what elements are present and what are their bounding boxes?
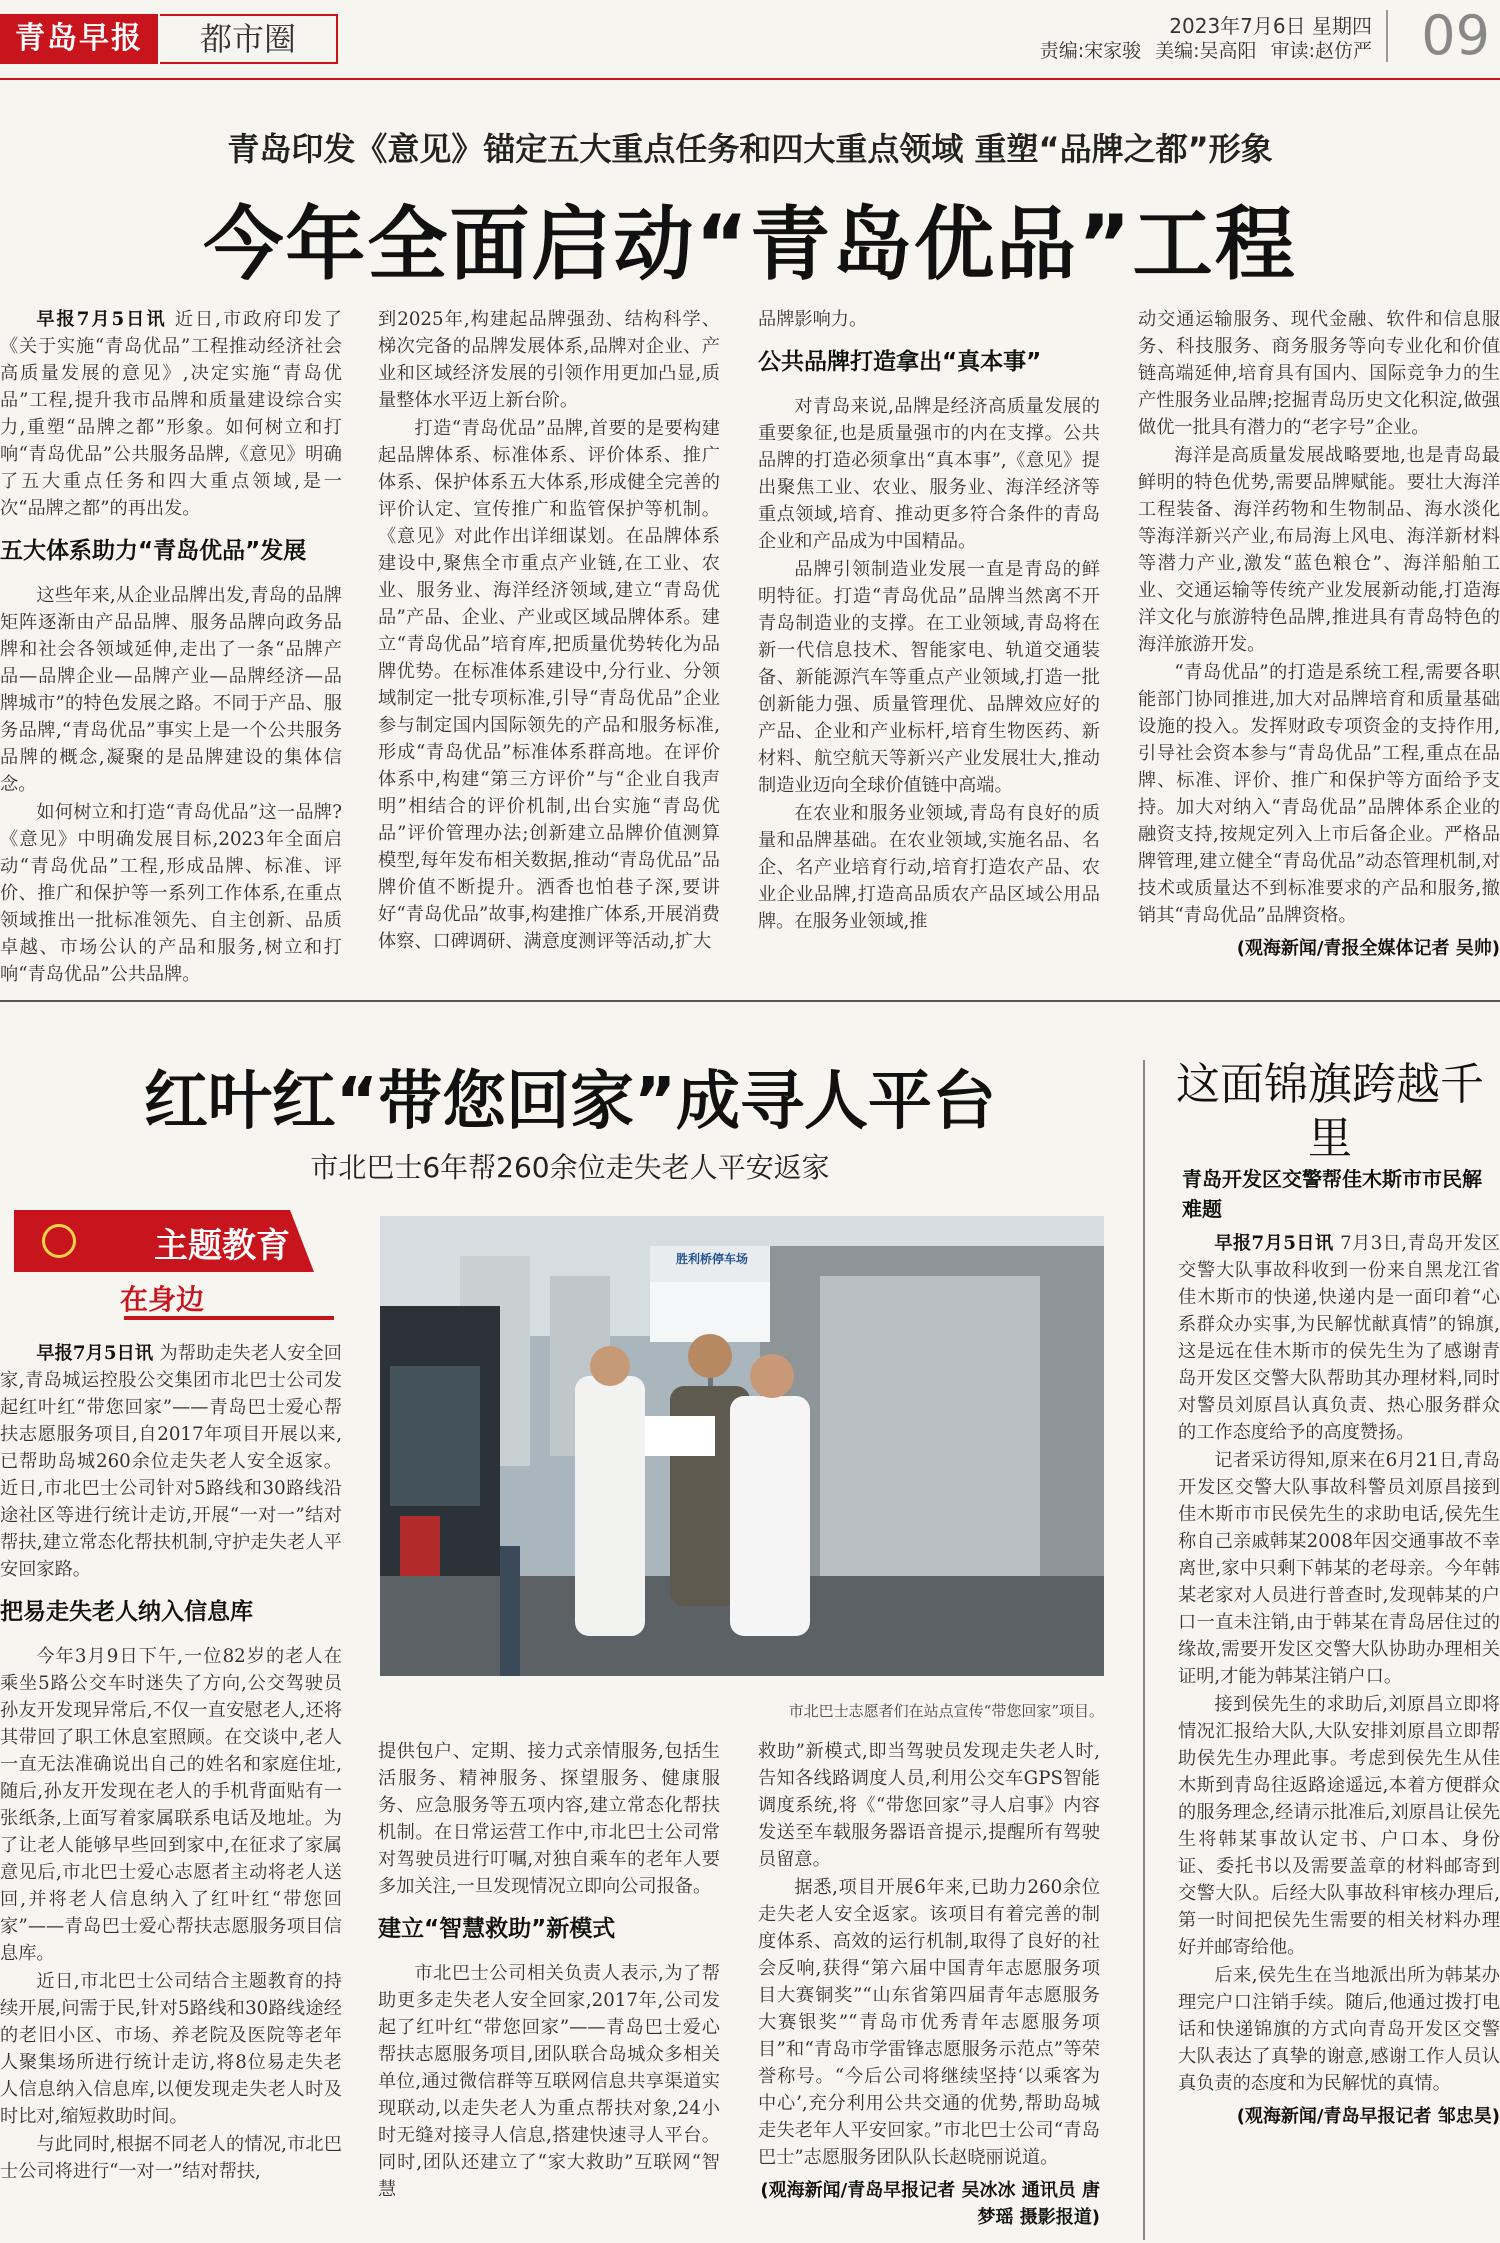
dateline: 早报7月5日讯 (1214, 1233, 1341, 1254)
article1-column-1 (0, 306, 342, 982)
byline: (观海新闻/青岛早报记者 吴冰冰 通讯员 唐梦瑶 摄影报道) (760, 2180, 1100, 2228)
paragraph-text: “青岛优品”的打造是系统工程,需要各职能部门协同推进,加大对品牌培育和质量基础设施的投入。发挥财政专项资金的支持作用,引导社会资本参与“青岛优品”工程,重点在品牌、标准、评价、推广和保护等方面给予支持。加大对纳入“青岛优品”品牌体系企业的融资支持,按规定列入上市后备企业。严格品牌管理,建立健全“青岛优品”动态管理机制,对技术或质量达不到标准要求的产品和服务,撤销其“青岛优品”品牌资格。 (1138, 662, 1500, 926)
article2-title: 红叶红“带您回家”成寻人平台 (143, 1065, 997, 1139)
banner-label: 主题教育 (154, 1226, 290, 1266)
paragraph-text: 今年3月9日下午,一位82岁的老人在乘坐5路公交车时迷失了方向,公交驾驶员孙友开发现异常后,不仅一直安慰老人,还将其带回了职工休息室照顾。在交谈中,老人一直无法准确说出自己的姓名和家庭住址,随后,孙友开发现在老人的手机背面贴有一张纸条,上面写着家属联系电话及地址。为了让老人能够早些回到家中,在征求了家属意见后,市北巴士爱心志愿者主动将老人送回,并将老人信息纳入了红叶红“带您回家”——青岛巴士爱心帮扶志愿服务项目信息库。 (0, 1646, 342, 1964)
article2-column-1 (0, 1340, 342, 2243)
paragraph-text: 在农业和服务业领域,青岛有良好的质量和品牌基础。在农业领域,实施名品、名企、名产业培育行动,培育打造农产品、农业企业品牌,打造高品质农产品区域公用品牌。在服务业领域,推 (758, 803, 1100, 932)
credit-designer: 美编:吴高阳 (1155, 40, 1257, 62)
paragraph-text: 提供包户、定期、接力式亲情服务,包括生活服务、精神服务、探望服务、健康服务、应急服务等五项内容,建立常态化帮扶机制。在日常运营工作中,市北巴士公司常对驾驶员进行叮嘱,对独自乘车的老年人要多加关注,一旦发现情况立即向公司报备。 (378, 1741, 720, 1897)
article1-column-2 (378, 306, 720, 982)
paragraph-text: 如何树立和打造“青岛优品”这一品牌?《意见》中明确发展目标,2023年全面启动“青岛优品”工程,形成品牌、标准、评价、推广和保护等一系列工作体系,在重点领域推出一批标准领先、自主创新、品质卓越、市场公认的产品和服务,树立和打响“青岛优品”公共品牌。 (0, 802, 342, 982)
paragraph (1138, 659, 1500, 929)
paragraph (378, 415, 720, 955)
article3-column (1178, 1230, 1500, 2243)
paragraph-text: 这些年来,从企业品牌出发,青岛的品牌矩阵逐渐由产品品牌、服务品牌向政务品牌和社会各领域延伸,走出了一条“品牌产品—品牌企业—品牌产业—品牌经济—品牌城市”的特色发展之路。不同于产品、服务品牌,“青岛优品”事实上是一个公共服务品牌的概念,凝聚的是品牌建设的集体信念。 (0, 585, 342, 795)
paragraph (0, 2131, 342, 2185)
paragraph-text: 后来,侯先生在当地派出所为韩某办理完户口注销手续。随后,他通过拨打电话和快递锦旗的方式向青岛开发区交警大队表达了真挚的谢意,感谢工作人员认真负责的态度和为民解忧的真情。 (1178, 1965, 1500, 2094)
section-name: 都市圈 (160, 14, 338, 64)
article1-column-4 (1138, 306, 1500, 982)
article2-subtitle: 市北巴士6年帮260余位走失老人平安返家 (310, 1151, 830, 1184)
bus-stop-sign: 胜利桥停车场 (675, 1252, 748, 1266)
theme-education-banner (14, 1210, 344, 1328)
newspaper-logo: 青岛早报 (0, 14, 158, 64)
article1-column-3 (758, 306, 1100, 982)
masthead (0, 0, 1500, 80)
column-rule (1143, 1060, 1145, 2240)
paragraph-text: 对青岛来说,品牌是经济高质量发展的重要象征,也是质量强市的内在支撑。公共品牌的打造必须拿出“真本事”,《意见》提出聚焦工业、农业、服务业、海洋经济等重点领域,培育、推动更多符合条件的青岛企业和产品成为中国精品。 (758, 396, 1100, 552)
byline: (观海新闻/青报全媒体记者 吴帅) (1236, 938, 1500, 959)
paragraph-text: 到2025年,构建起品牌强劲、结构科学、梯次完备的品牌发展体系,品牌对企业、产业和区域经济发展的引领作用更加凸显,质量整体水平迈上新台阶。 (378, 309, 720, 411)
photo-caption: 市北巴士志愿者们在站点宣传“带您回家”项目。 (788, 1702, 1104, 1720)
paragraph (0, 306, 342, 522)
section-heading: 五大体系助力“青岛优品”发展 (0, 538, 307, 564)
paragraph (0, 1643, 342, 1967)
paragraph-text: 据悉,项目开展6年来,已助力260余位走失老人安全返家。该项目有着完善的制度体系、高效的运行机制,取得了良好的社会反响,获得“第六届中国青年志愿服务项目大赛铜奖”“山东省第四届青年志愿服务大赛银奖”“青岛市优秀青年志愿服务项目”和“青岛市学雷锋志愿服务示范点”等荣誉称号。“今后公司将继续坚持‘以乘客为中心’,充分利用公共交通的优势,帮助岛城走失老年人平安回家。”市北巴士公司“青岛巴士”志愿服务团队队长赵晓丽说道。 (758, 1877, 1100, 2168)
article3-subtitle: 青岛开发区交警帮佳木斯市市民解难题 (1182, 1167, 1482, 1221)
paragraph-text: 市北巴士公司相关负责人表示,为了帮助更多走失老人安全回家,2017年,公司发起了红叶红“带您回家”——青岛巴士爱心帮扶志愿服务项目,团队联合岛城众多相关单位,通过微信群等互联网信息共享渠道实现联动,以走失老人为重点帮扶对象,24小时无缝对接寻人信息,搭建快速寻人平台。同时,团队还建立了“家大救助”互联网“智慧 (378, 1963, 720, 2200)
dateline: 早报7月5日讯 (36, 309, 175, 330)
section-heading: 把易走失老人纳入信息库 (0, 1599, 253, 1625)
issue-date: 2023年7月6日 星期四 (1169, 14, 1372, 38)
paragraph (378, 1738, 720, 1900)
paragraph (758, 1738, 1100, 1873)
news-photo (380, 1216, 1104, 1676)
article1-subtitle: 青岛印发《意见》锚定五大重点任务和四大重点领域 重塑“品牌之都”形象 (227, 130, 1273, 168)
article1-title: 今年全面启动“青岛优品”工程 (203, 198, 1297, 291)
paragraph (0, 1968, 342, 2130)
paragraph (758, 1874, 1100, 2171)
paragraph-text: 为帮助走失老人安全回家,青岛城运控股公交集团市北巴士公司发起红叶红“带您回家”——青岛巴士爱心帮扶志愿服务项目,自2017年项目开展以来,已帮助岛城260余位走失老人安全返家。近日,市北巴士公司针对5路线和30路线沿途社区等进行统计走访,开展“一对一”结对帮扶,建立常态化帮扶机制,守护走失老人平安回家路。 (0, 1343, 342, 1580)
paragraph-text: 7月3日,青岛开发区交警大队事故科收到一份来自黑龙江省佳木斯市的快递,快递内是一面印着“心系群众办实事,为民解忧献真情”的锦旗,这是远在佳木斯市的侯先生为了感谢青岛开发区交警大队帮助其办理材料,同时对警员刘原昌认真负责、热心服务群众的工作态度给予的高度赞扬。 (1178, 1233, 1500, 1443)
paragraph-text: 海洋是高质量发展战略要地,也是青岛最鲜明的特色优势,需要品牌赋能。要壮大海洋工程装备、海洋药物和生物制品、海水淡化等海洋新兴产业,布局海上风电、海洋新材料等潜力产业,激发“蓝色粮仓”、海洋船舶工业、交通运输等传统产业发展新动能,打造海洋文化与旅游特色品牌,推进具有青岛特色的海洋旅游开发。 (1138, 445, 1500, 655)
credit-editor: 责编:宋家骏 (1039, 40, 1142, 62)
paragraph (758, 393, 1100, 555)
paragraph (0, 1340, 342, 1583)
banner-sublabel: 在身边 (120, 1283, 205, 1316)
paragraph-text: 记者采访得知,原来在6月21日,青岛开发区交警大队事故科警员刘原昌接到佳木斯市市民侯先生的求助电话,侯先生称自己亲戚韩某2008年因交通事故不幸离世,家中只剩下韩某的老母亲。今年韩某老家对人员进行普查时,发现韩某的户口一直未注销,由于韩某在青岛居住过的缘故,需要开发区交警大队协助办理相关证明,才能为韩某注销户口。 (1178, 1450, 1500, 1687)
paragraph-text: 近日,市北巴士公司结合主题教育的持续开展,问需于民,针对5路线和30路线途经的老旧小区、市场、养老院及医院等老年人聚集场所进行统计走访,将8位易走失老人信息纳入信息库,以便发现走失老人时及时比对,缩短救助时间。 (0, 1971, 342, 2127)
article2-column-3 (758, 1738, 1100, 2243)
paragraph (758, 306, 1100, 333)
paragraph (1178, 1447, 1500, 1690)
paragraph (758, 556, 1100, 799)
paragraph (378, 1960, 720, 2203)
paragraph-text: 与此同时,根据不同老人的情况,市北巴士公司将进行“一对一”结对帮扶, (0, 2134, 342, 2182)
paragraph (1178, 1691, 1500, 1961)
paragraph (1178, 1962, 1500, 2097)
article3-title: 这面锦旗跨越千里 (1176, 1059, 1484, 1164)
section-heading: 公共品牌打造拿出“真本事” (758, 349, 1042, 375)
paragraph (758, 800, 1100, 935)
paragraph (378, 306, 720, 414)
paragraph-text: 近日,市政府印发了《关于实施“青岛优品”工程推动经济社会高质量发展的意见》,决定实施“青岛优品”工程,提升我市品牌和质量建设综合实力,重塑“品牌之都”形象。如何树立和打响“青岛优品”公共服务品牌,《意见》明确了五大重点任务和四大重点领域,是一次“品牌之都”的再出发。 (0, 309, 342, 519)
byline: (观海新闻/青岛早报记者 邹忠昊) (1236, 2106, 1500, 2127)
bus-stop-photo (380, 1216, 1104, 1676)
paragraph-text: 品牌影响力。 (758, 309, 868, 330)
paragraph (1138, 442, 1500, 658)
page-number: 09 (1421, 4, 1490, 67)
paragraph (0, 799, 342, 982)
section-heading: 建立“智慧救助”新模式 (378, 1916, 616, 1942)
paragraph-text: 打造“青岛优品”品牌,首要的是要构建起品牌体系、标准体系、评价体系、推广体系、保护体系五大体系,形成健全完善的评价认定、宣传推广和监管保护等机制。《意见》对此作出详细谋划。在品牌体系建设中,聚焦全市重点产业链,在工业、农业、服务业、海洋经济领域,建立“青岛优品”产品、企业、产业或区域品牌体系。建立“青岛优品”培育库,把质量优势转化为品牌优势。在标准体系建设中,分行业、分领域制定一批专项标准,引导“青岛优品”企业参与制定国内国际领先的产品和服务标准,形成“青岛优品”标准体系群高地。在评价体系中,构建“第三方评价”与“企业自我声明”相结合的评价机制,出台实施“青岛优品”评价管理办法;创新建立品牌价值测算模型,每年发布相关数据,推动“青岛优品”品牌价值不断提升。洒香也怕巷子深,要讲好“青岛优品”故事,构建推广体系,开展消费体察、口碑调研、满意度测评等活动,扩大 (378, 418, 720, 952)
section-divider (0, 1000, 1500, 1002)
dateline: 早报7月5日讯 (36, 1343, 160, 1364)
paragraph-text: 动交通运输服务、现代金融、软件和信息服务、科技服务、商务服务等向专业化和价值链高端延伸,培育具有国内、国际竞争力的生产性服务业品牌;挖掘青岛历史文化积淀,做强做优一批具有潜力的“老字号”企业。 (1138, 309, 1500, 438)
paragraph-text: 品牌引领制造业发展一直是青岛的鲜明特征。打造“青岛优品”品牌当然离不开青岛制造业的支撑。在工业领域,青岛将在新一代信息技术、智能家电、轨道交通装备、新能源汽车等重点产业领域,打造一批创新能力强、质量管理优、品牌效应好的产品、企业和产业标杆,培育生物医药、新材料、航空航天等新兴产业发展壮大,推动制造业迈向全球价值链中高端。 (758, 559, 1100, 796)
paragraph (0, 582, 342, 798)
paragraph (1178, 1230, 1500, 1446)
paragraph-text: 救助”新模式,即当驾驶员发现走失老人时,告知各线路调度人员,利用公交车GPS智能调度系统,将《“带您回家”寻人启事》内容发送至车载服务器语音提示,提醒所有驾驶员留意。 (758, 1741, 1100, 1870)
article2-column-2 (378, 1738, 720, 2243)
paragraph (1138, 306, 1500, 441)
masthead-divider (1386, 10, 1388, 62)
credit-proofreader: 审读:赵仿严 (1270, 40, 1372, 62)
editor-credits (1032, 36, 1372, 63)
paragraph-text: 接到侯先生的求助后,刘原昌立即将情况汇报给大队,大队安排刘原昌立即帮助侯先生办理此事。考虑到侯先生从佳木斯到青岛往返路途遥远,本着方便群众的服务理念,经请示批准后,刘原昌让侯先生将韩某事故认定书、户口本、身份证、委托书以及需要盖章的材料邮寄到交警大队。后经大队事故科审核办理后,第一时间把侯先生需要的相关材料办理好并邮寄给他。 (1178, 1694, 1500, 1958)
party-emblem-icon (42, 1224, 76, 1258)
